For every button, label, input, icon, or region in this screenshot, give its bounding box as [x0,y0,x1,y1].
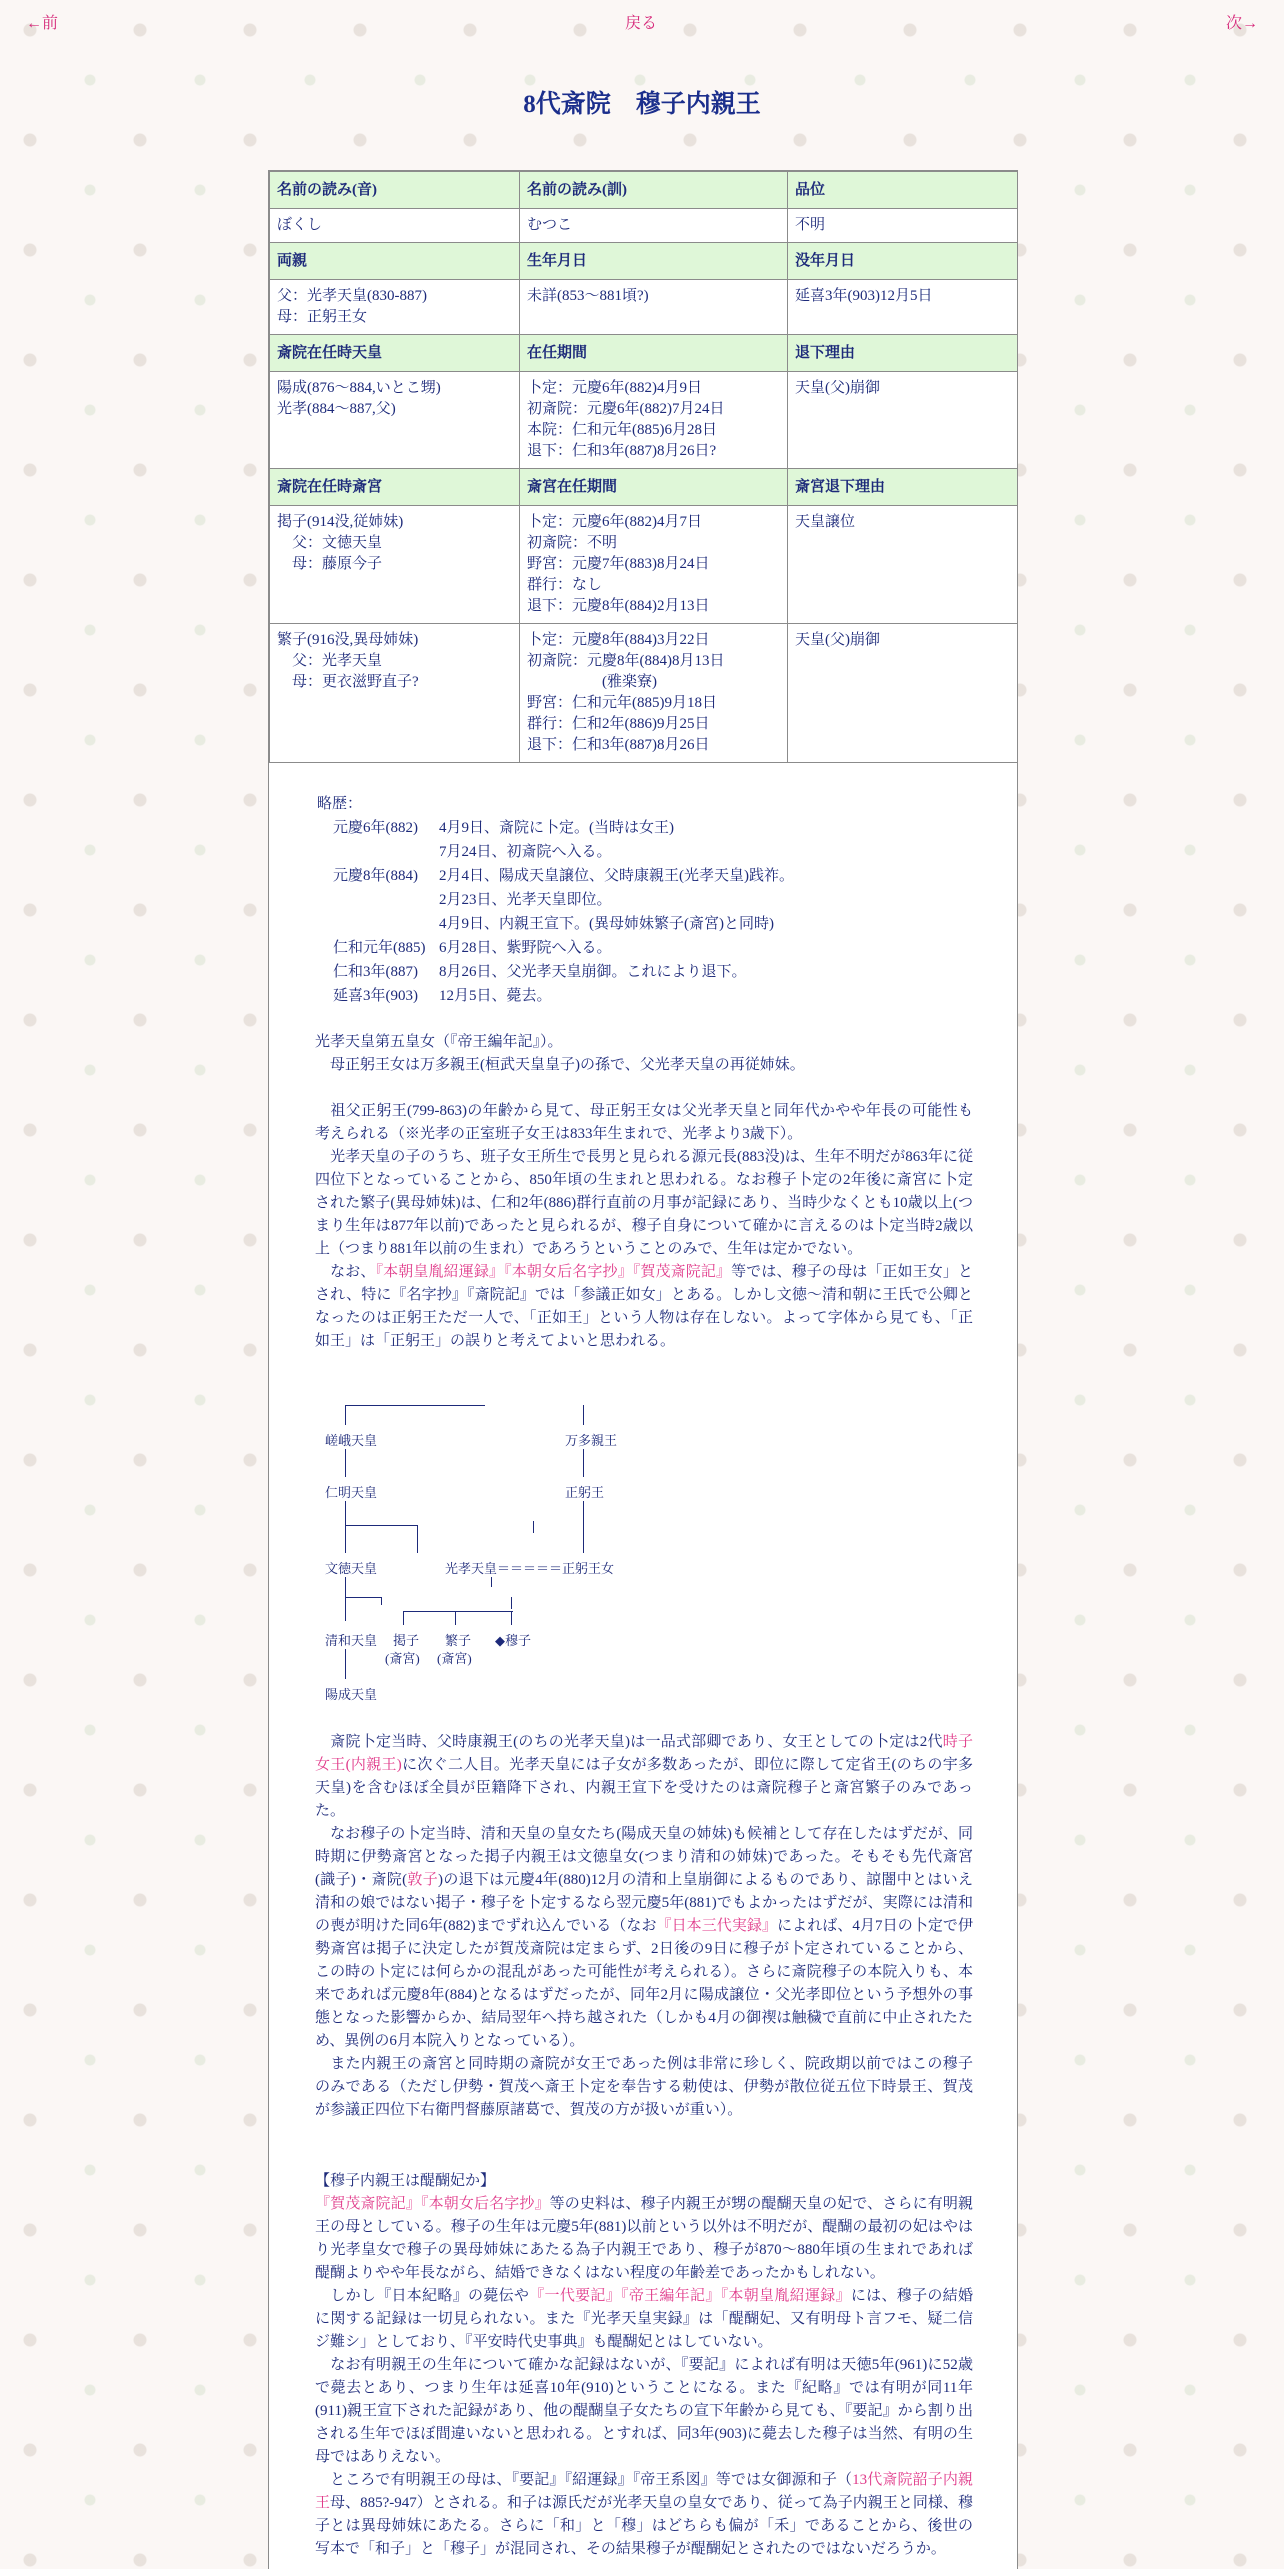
history-row [317,961,973,985]
analysis-paragraph-1 [315,1731,973,1823]
text: に次ぐ二人目。光孝天皇には子女が多数あったが、即位に際して定省王(のちの宇多天皇)を含むほぼ全員が臣籍降下され、内親王宣下を受けたのは斎院穆子と斎宮繁子のみであった。 [315,1757,973,1819]
history-event: 2月23日、光孝天皇即位。 [439,892,612,908]
table-cell: 不明 [788,209,1018,243]
history-row [317,841,973,865]
history-date: 仁和3年(887) [333,964,418,980]
table-cell: 卜定：元慶8年(884)3月22日 初斎院：元慶8年(884)8月13日 (雅楽寮) 野宮：仁和元年(885)9月18日 群行：仁和2年(886)9月25日 退下：仁和3年(887)8月26日 [520,624,788,763]
table-header-cell: 品位 [788,172,1018,209]
table-header-row [270,243,1018,280]
history-row [317,937,973,961]
history-heading: 略歴： [317,796,363,812]
table-row [270,209,1018,243]
table-cell: 掲子(914没,従姉妹) 父：文徳天皇 母：藤原今子 [270,506,520,624]
table-row [270,280,1018,335]
family-tree [315,1401,973,1701]
history-event: 2月4日、陽成天皇譲位、父時康親王(光孝天皇)践祚。 [439,868,794,884]
table-cell: 延喜3年(903)12月5日 [788,280,1018,335]
text: 斎院卜定当時、父時康親王(のちの光孝天皇)は一品式部卿であり、女王としての卜定は2代 [315,1734,943,1750]
link-sandai[interactable]: 『日本三代実録』 [656,1918,778,1934]
tree-shigeko: 繁子 [445,1633,472,1648]
table-header-cell: 斎宮在任期間 [520,469,788,506]
table-header-cell: 生年月日 [520,243,788,280]
history-date: 元慶8年(884) [333,868,418,884]
table-header-cell: 斎院在任時天皇 [270,335,520,372]
table-header-cell: 両親 [270,243,520,280]
history-event: 4月9日、斎院に卜定。(当時は女王) [439,820,674,836]
table-cell: 未詳(853～881頃?) [520,280,788,335]
history-event: 12月5日、薨去。 [439,988,552,1004]
link-shoko[interactable]: 13代斎院韶子内親王 [315,2472,973,2511]
link-atsuko[interactable]: 敦子 [407,1872,439,1888]
history-block [317,793,973,1009]
tree-shigeko-note: (斎宮) [437,1651,472,1666]
analysis-paragraph-3: また内親王の斎宮と同時期の斎院が女王であった例は非常に珍しく、院政期以前ではこの穆子のみである（ただし伊勢・賀茂へ斎王卜定を奉告する勅使は、伊勢が散位従五位下時景王、賀茂が参議正四位下右衛門督藤原諸葛で、賀茂の方が扱いが重い）。 [315,2056,973,2118]
table-header-cell: 在任期間 [520,335,788,372]
tree-seiwa: 清和天皇 [325,1633,378,1648]
back-link[interactable]: 戻る [625,15,658,32]
history-event: 8月26日、父光孝天皇崩御。これにより退下。 [439,964,747,980]
history-event: 4月9日、内親王宣下。(異母姉妹繁子(斎宮)と同時) [439,916,774,932]
text: ところで有明親王の母は、『要記』『紹運録』『帝王系図』等では女御源和子（ [315,2472,853,2488]
history-row [317,817,973,841]
link-tokiko[interactable]: 時子女王(内親王) [315,1734,973,1773]
section-2-paragraph-1 [315,2193,973,2285]
table-row [270,506,1018,624]
source-link[interactable]: 『一代要記』『帝王編年記』『本朝皇胤紹運録』 [529,2288,851,2304]
section-2-paragraph-4 [315,2469,973,2561]
text: 等の史料は、穆子内親王が甥の醍醐天皇の妃で、さらに有明親王の母としている。穆子の生年は元慶5年(881)以前という以外は不明だが、醍醐の最初の妃はやはり光孝皇女で穆子の異母姉妹にあたる為子内親王であり、穆子が870～880年頃の生まれであれば醍醐よりやや年長ながら、結婚できなくはない程度の年齢差であったかもしれない。 [315,2196,973,2281]
table-cell: 繁子(916没,異母姉妹) 父：光孝天皇 母：更衣滋野直子? [270,624,520,763]
table-header-cell: 退下理由 [788,335,1018,372]
table-row [270,624,1018,763]
table-cell: 卜定：元慶6年(882)4月9日 初斎院：元慶6年(882)7月24日 本院：仁和元年(885)6月28日 退下：仁和3年(887)8月26日? [520,372,788,469]
text: )の退下は元慶4年(880)12月の清和上皇崩御によるものであり、諒闇中とはいえ清和の娘ではない掲子・穆子を卜定するなら翌元慶5年(881)でもよかったはずだが、実際には清和の喪が明けた同6年(882)までずれ込んでいる（なお [315,1872,973,1934]
table-cell: 陽成(876～884,いとこ甥) 光孝(884～887,父) [270,372,520,469]
analysis-paragraph-2 [315,1823,973,2053]
text: なお、 [315,1264,376,1280]
bio-paragraph-2: 祖父正躬王(799-863)の年齢から見て、母正躬王女は父光孝天皇と同年代かやや年長の可能性も考えられる（※光孝の正室班子女王は833年生まれで、光孝より3歳下）。 光孝天皇の子のうち、班子女王所生で長男と見られる源元長(883没)は、生年不明だが863年に従四位下となっていることから、850年頃の生まれと思われる。なお穆子卜定の2年後に斎宮に卜定された繁子(異母姉妹)は、仁和2年(886)群行直前の月事が記録にあり、当時少なくとも10歳以上(つまり生年は877年以前)であったと見られるが、穆子自身について確かに言えるのは卜定当時2歳以上（つまり881年以前の生まれ）であろうということのみで、生年は定かでない。 [315,1103,973,1257]
table-cell: 天皇(父)崩御 [788,624,1018,763]
text: によれば、4月7日の卜定で伊勢斎宮は掲子に決定したが賀茂斎院は定まらず、2日後の9日に穆子が卜定されていることから、この時の卜定には何らかの混乱があった可能性が考えられる）。さらに斎院穆子の本院入りも、本来であれば元慶8年(884)となるはずだったが、同年2月に陽成譲位・父光孝即位という予想外の事態となった影響からか、結局翌年へ持ち越された（しかも4月の御禊は触穢で直前に中止されたため、異例の6月本院入りとなっている）。 [315,1918,973,2049]
table-cell: むつこ [520,209,788,243]
body-text [269,793,1017,2561]
next-link[interactable]: 次→ [1225,15,1258,32]
tree-yozei: 陽成天皇 [325,1687,378,1702]
tree-kaiko: 掲子 [393,1633,420,1648]
bio-paragraph-3 [315,1261,973,1353]
table-header-cell: 没年月日 [788,243,1018,280]
table-header-cell: 名前の読み(訓) [520,172,788,209]
tree-saga: 嵯峨天皇 [325,1433,378,1448]
text: しかし『日本紀略』の薨伝や [315,2288,530,2304]
table-cell: ぼくし [270,209,520,243]
source-link[interactable]: 『賀茂斎院記』『本朝女后名字抄』 [315,2196,550,2212]
table-cell: 卜定：元慶6年(882)4月7日 初斎院：不明 野宮：元慶7年(883)8月24日 群行：なし 退下：元慶8年(884)2月13日 [520,506,788,624]
source-link[interactable]: 『本朝皇胤紹運録』『本朝女后名字抄』『賀茂斎院記』 [375,1264,732,1280]
tree-mutsuko: ◆穆子 [495,1633,531,1648]
table-row [270,372,1018,469]
text: なお穆子の卜定当時、清和天皇の皇女たち(陽成天皇の姉妹)も候補として存在したはずだが、同時期に伊勢斎宮となった掲子内親王は文徳皇女(つまり清和の姉妹)であった。そもそも先代斎宮(識子)・斎院( [315,1826,973,1888]
history-row [317,889,973,913]
analysis-section [315,1731,973,2122]
tree-montoku: 文徳天皇 [325,1561,378,1576]
prev-link[interactable]: ←前 [26,15,59,32]
history-event: 6月28日、紫野院へ入る。 [439,940,612,956]
history-row [317,913,973,937]
history-date: 仁和元年(885) [333,940,426,956]
tree-kaiko-note: (斎宮) [385,1651,420,1666]
text: 等では、穆子の母は「正如王女」とされ、特に『名字抄』『斎院記』では「参議正如女」とある。しかし文徳～清和朝に王氏で公卿となったのは正躬王ただ一人で、「正如王」という人物は存在しない。よって字体から見ても、「正如王」は「正躬王」の誤りと考えてよいと思われる。 [315,1264,973,1349]
table-header-cell: 斎院在任時斎宮 [270,469,520,506]
table-cell: 天皇(父)崩御 [788,372,1018,469]
history-date: 延喜3年(903) [333,988,418,1004]
table-header-cell: 名前の読み(音) [270,172,520,209]
table-header-row [270,335,1018,372]
bio-line-2: 母正躬王女は万多親王(桓武天皇皇子)の孫で、父光孝天皇の再従姉妹。 [315,1057,805,1073]
bio-line-1: 光孝天皇第五皇女（『帝王編年記』）。 [315,1034,563,1050]
table-cell: 父：光孝天皇(830-887) 母：正躬王女 [270,280,520,335]
bio-section [315,1031,973,1353]
history-row [317,865,973,889]
table-header-cell: 斎宮退下理由 [788,469,1018,506]
section-2-paragraph-2 [315,2285,973,2354]
profile-table [269,171,1018,763]
tree-manta: 万多親王 [565,1433,618,1448]
content-panel [268,170,1018,2569]
tree-ninmyo: 仁明天皇 [325,1485,378,1500]
section-2 [315,2170,973,2561]
text: 母、885?-947）とされる。和子は源氏だが光孝天皇の皇女であり、従って為子内親王と同様、穆子とは異母姉妹にあたる。さらに「和」と「穆」はどちらも偏が「禾」であることから、後世の写本で「和子」と「穆子」が混同され、その結果穆子が醍醐妃とされたのではないだろうか。 [315,2495,973,2557]
section-2-paragraph-3: なお有明親王の生年について確かな記録はないが、『要記』によれば有明は天徳5年(961)に52歳で薨去とあり、つまり生年は延喜10年(910)ということになる。また『紀略』では有明が同11年(911)親王宣下された記録があり、他の醍醐皇子女たちの宣下年齢から見ても、『要記』から割り出される生年でほぼ間違いないと思われる。とすれば、同3年(903)に薨去した穆子は当然、有明の生母ではありえない。 [315,2357,973,2465]
tree-koko: 光孝天皇＝＝＝＝＝正躬王女 [445,1561,615,1576]
history-date: 元慶6年(882) [333,820,418,836]
history-event: 7月24日、初斎院へ入る。 [439,844,612,860]
section-2-title: 【穆子内親王は醍醐妃か】 [315,2173,496,2189]
table-header-row [270,172,1018,209]
tree-masami: 正躬王 [565,1485,605,1500]
table-cell: 天皇譲位 [788,506,1018,624]
text: には、穆子の結婚に関する記録は一切見られない。また『光孝天皇実録』は「醍醐妃、又有明母ト言フモ、疑二信ジ難シ」としており、『平安時代史事典』も醍醐妃とはしていない。 [315,2288,973,2350]
history-row [317,985,973,1009]
table-header-row [270,469,1018,506]
page-title: 8代斎院 穆子内親王 [523,91,761,118]
